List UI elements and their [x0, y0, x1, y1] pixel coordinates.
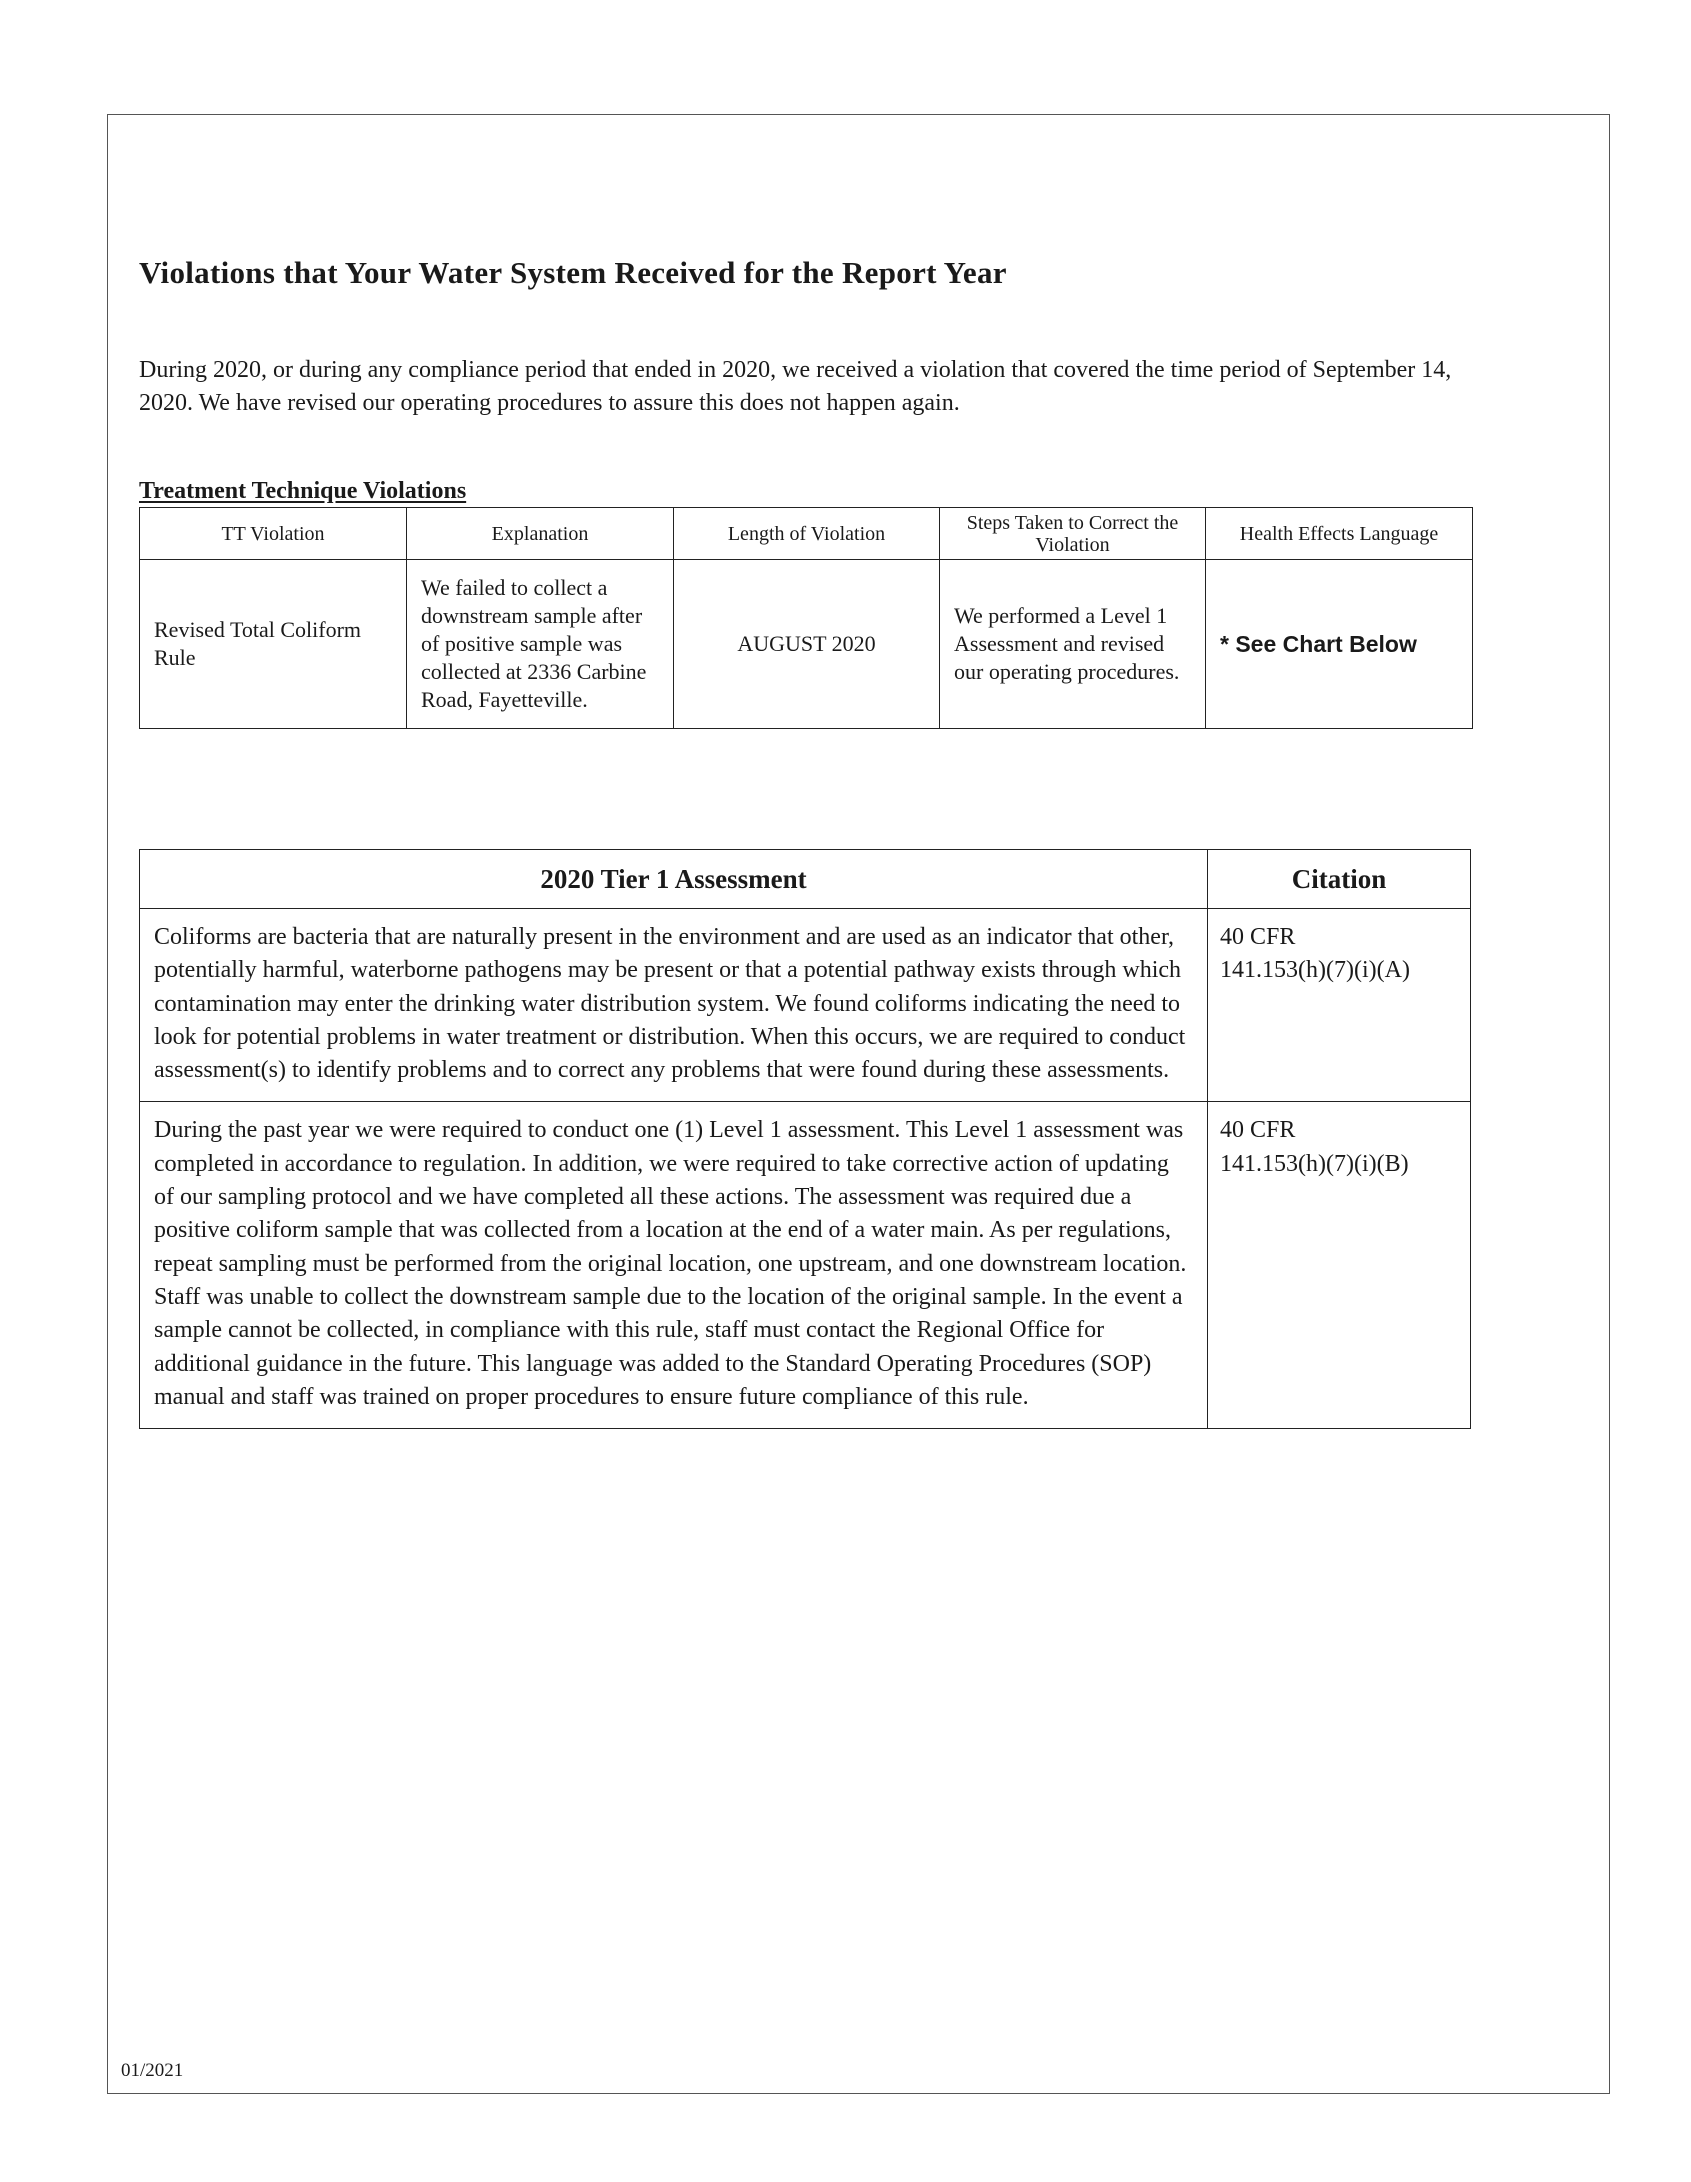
citation-cell — [1208, 1102, 1471, 1429]
citation-line: 40 CFR — [1220, 1117, 1296, 1144]
footer-date: 01/2021 — [121, 2060, 184, 2081]
steps-cell: We performed a Level 1 Assessment and revised our operating procedures. — [940, 560, 1206, 729]
length-cell: AUGUST 2020 — [674, 560, 940, 729]
table-row — [140, 560, 1473, 729]
health-effects-cell: * See Chart Below — [1206, 560, 1473, 729]
assessment-text: Coliforms are bacteria that are naturally present in the environment and are used as an indicator that other, potentially harmful, waterborne pathogens may be present or that a potential pathway exists through which contamination may enter the drinking water distribution system. We found coliforms indicating the need to look for potential problems in water treatment or distribution. When this occurs, we are required to conduct assessment(s) to identify problems and to correct any problems that were found during these assessments. — [140, 909, 1208, 1102]
citation-cell — [1208, 909, 1471, 1102]
table-row — [140, 909, 1471, 1102]
table-header-row — [140, 850, 1471, 909]
citation-line: 40 CFR — [1220, 924, 1296, 950]
tt-violations-heading: Treatment Technique Violations — [139, 478, 467, 504]
intro-paragraph: During 2020, or during any compliance period that ended in 2020, we received a violation that covered the time period of September 14, 2020. We have revised our operating procedures to assure this does not happen again. — [139, 357, 1452, 416]
assessment-text: During the past year we were required to conduct one (1) Level 1 assessment. This Level 1 assessment was completed in accordance to regulation. In addition, we were required to take corrective action of updating of our sampling protocol and we have completed all these actions. The assessment was required due a positive coliform sample that was collected from a location at the end of a water main. As per regulations, repeat sampling must be performed from the original location, one upstream, and one downstream location. Staff was unable to collect the downstream sample due to the location of the original sample. In the event a sample cannot be collected, in compliance with this rule, staff must contact the Regional Office for additional guidance in the future. This language was added to the Standard Operating Procedures (SOP) manual and staff was trained on proper procedures to ensure future compliance of this rule. — [140, 1102, 1208, 1429]
citation-heading: Citation — [1208, 850, 1471, 909]
column-header: Steps Taken to Correct the Violation — [940, 508, 1206, 560]
column-header: TT Violation — [140, 508, 407, 560]
column-header: Health Effects Language — [1206, 508, 1473, 560]
citation-line: 141.153(h)(7)(i)(A) — [1220, 957, 1410, 984]
tt-violation-cell: Revised Total Coliform Rule — [140, 560, 407, 729]
explanation-cell: We failed to collect a downstream sample after of positive sample was collected at 2336 Carbine Road, Fayetteville. — [407, 560, 674, 729]
table-row — [140, 1102, 1471, 1429]
citation-line: 141.153(h)(7)(i)(B) — [1220, 1150, 1409, 1177]
page-title: Violations that Your Water System Received for the Report Year — [139, 255, 1007, 290]
column-header: Explanation — [407, 508, 674, 560]
column-header: Length of Violation — [674, 508, 940, 560]
table-header-row — [140, 508, 1473, 560]
assessment-heading: 2020 Tier 1 Assessment — [140, 850, 1208, 909]
tier1-assessment-table — [139, 849, 1471, 1429]
tt-violations-table — [139, 507, 1473, 729]
